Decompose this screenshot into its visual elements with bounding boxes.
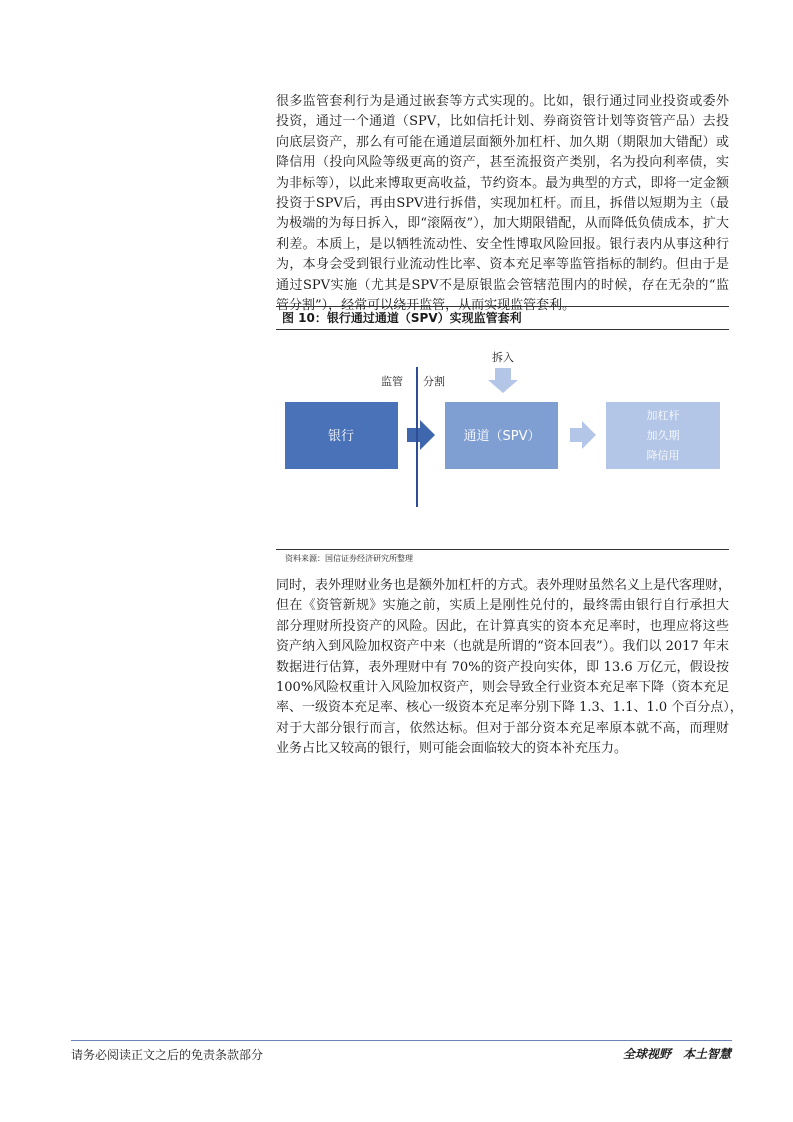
paragraph-line: 数据进行估算，表外理财中有 70%的资产投向实体，即 13.6 万亿元，假设按 xyxy=(276,659,729,675)
inflow-arrow xyxy=(488,368,518,393)
paragraph-line: 通过SPV实施（尤其是SPV不是原银监会管辖范围内的时候，存在无杂的“监 xyxy=(276,277,729,293)
result-line-leverage: 加杠杆 xyxy=(646,409,680,422)
figure-top-rule xyxy=(276,306,729,307)
divider-label-left: 监管 xyxy=(381,375,403,388)
paragraph-2 xyxy=(276,576,743,760)
figure-title: 图 10：银行通过通道（SPV）实现监管套利 xyxy=(282,311,522,325)
paragraph-line: 投资，通过一个通道（SPV，比如信托计划、券商资管计划等资管产品）去投 xyxy=(276,114,729,130)
spv-label: 通道（SPV） xyxy=(463,429,541,444)
footer-rule xyxy=(71,1040,732,1041)
paragraph-line: 很多监管套利行为是通过嵌套等方式实现的。比如，银行通过同业投资或委外 xyxy=(276,94,729,109)
paragraph-1 xyxy=(276,92,729,316)
spv-arbitrage-diagram xyxy=(276,335,729,545)
paragraph-line: 业务占比又较高的银行，则可能会面临较大的资本补充压力。 xyxy=(276,741,628,757)
paragraph-line: 资产纳入到风险加权资产中来（也就是所谓的“资本回表”）。我们以 2017 年末 xyxy=(276,639,729,655)
paragraph-line: 率、一级资本充足率、核心一级资本充足率分别下降 1.3、1.1、1.0 个百分点）， xyxy=(276,700,743,716)
paragraph-line: 部分理财所投资产的风险。因此，在计算真实的资本充足率时，也理应将这些 xyxy=(276,618,729,634)
paragraph-line: 为非标等），以此来博取更高收益，节约资本。最为典型的方式，即将一定金额 xyxy=(276,175,729,191)
footer-disclaimer: 请务必阅读正文之后的免责条款部分 xyxy=(71,1048,264,1062)
result-line-duration: 加久期 xyxy=(646,429,680,442)
paragraph-line: 利差。本质上，是以牺牲流动性、安全性博取风险回报。银行表内从事这种行 xyxy=(276,236,729,252)
paragraph-line: 管分割”），经常可以绕开监管，从而实现监管套利。 xyxy=(276,298,576,314)
paragraph-line: 投资于SPV后，再由SPV进行拆借，实现加杠杆。而且，拆借以短期为主（最 xyxy=(276,196,729,212)
paragraph-line: 但在《资管新规》实施之前，实质上是刚性兑付的，最终需由银行自行承担大 xyxy=(276,598,729,614)
figure-title-rule xyxy=(276,329,729,330)
result-line-credit: 降信用 xyxy=(646,449,680,462)
paragraph-line: 为，本身会受到银行业流动性比率、资本充足率等监管指标的制约。但由于是 xyxy=(276,257,729,273)
paragraph-line: 同时，表外理财业务也是额外加杠杆的方式。表外理财虽然名义上是代客理财， xyxy=(276,578,732,593)
paragraph-line: 为极端的为每日拆入，即“滚隔夜”），加大期限错配，从而降低负债成本，扩大 xyxy=(276,216,729,232)
paragraph-line: 向底层资产，那么有可能在通道层面额外加杠杆、加久期（期限加大错配）或 xyxy=(276,134,729,150)
inflow-label: 拆入 xyxy=(492,351,514,364)
bank-label: 银行 xyxy=(327,429,355,444)
bank-to-spv-arrow xyxy=(407,420,435,450)
paragraph-line: 对于大部分银行而言，依然达标。但对于部分资本充足率原本就不高，而理财 xyxy=(276,720,729,736)
figure-bottom-rule xyxy=(276,549,729,550)
footer-slogan: 全球视野 本土智慧 xyxy=(622,1047,731,1061)
spv-to-result-arrow xyxy=(570,421,596,449)
paragraph-line: 100%风险权重计入风险加权资产，则会导致全行业资本充足率下降（资本充足 xyxy=(276,680,730,696)
figure-source: 资料来源：国信证券经济研究所整理 xyxy=(285,554,413,563)
paragraph-line: 降信用（投向风险等级更高的资产，甚至流报资产类别，名为投向利率债，实 xyxy=(276,155,729,171)
divider-label-right: 分割 xyxy=(423,375,445,388)
